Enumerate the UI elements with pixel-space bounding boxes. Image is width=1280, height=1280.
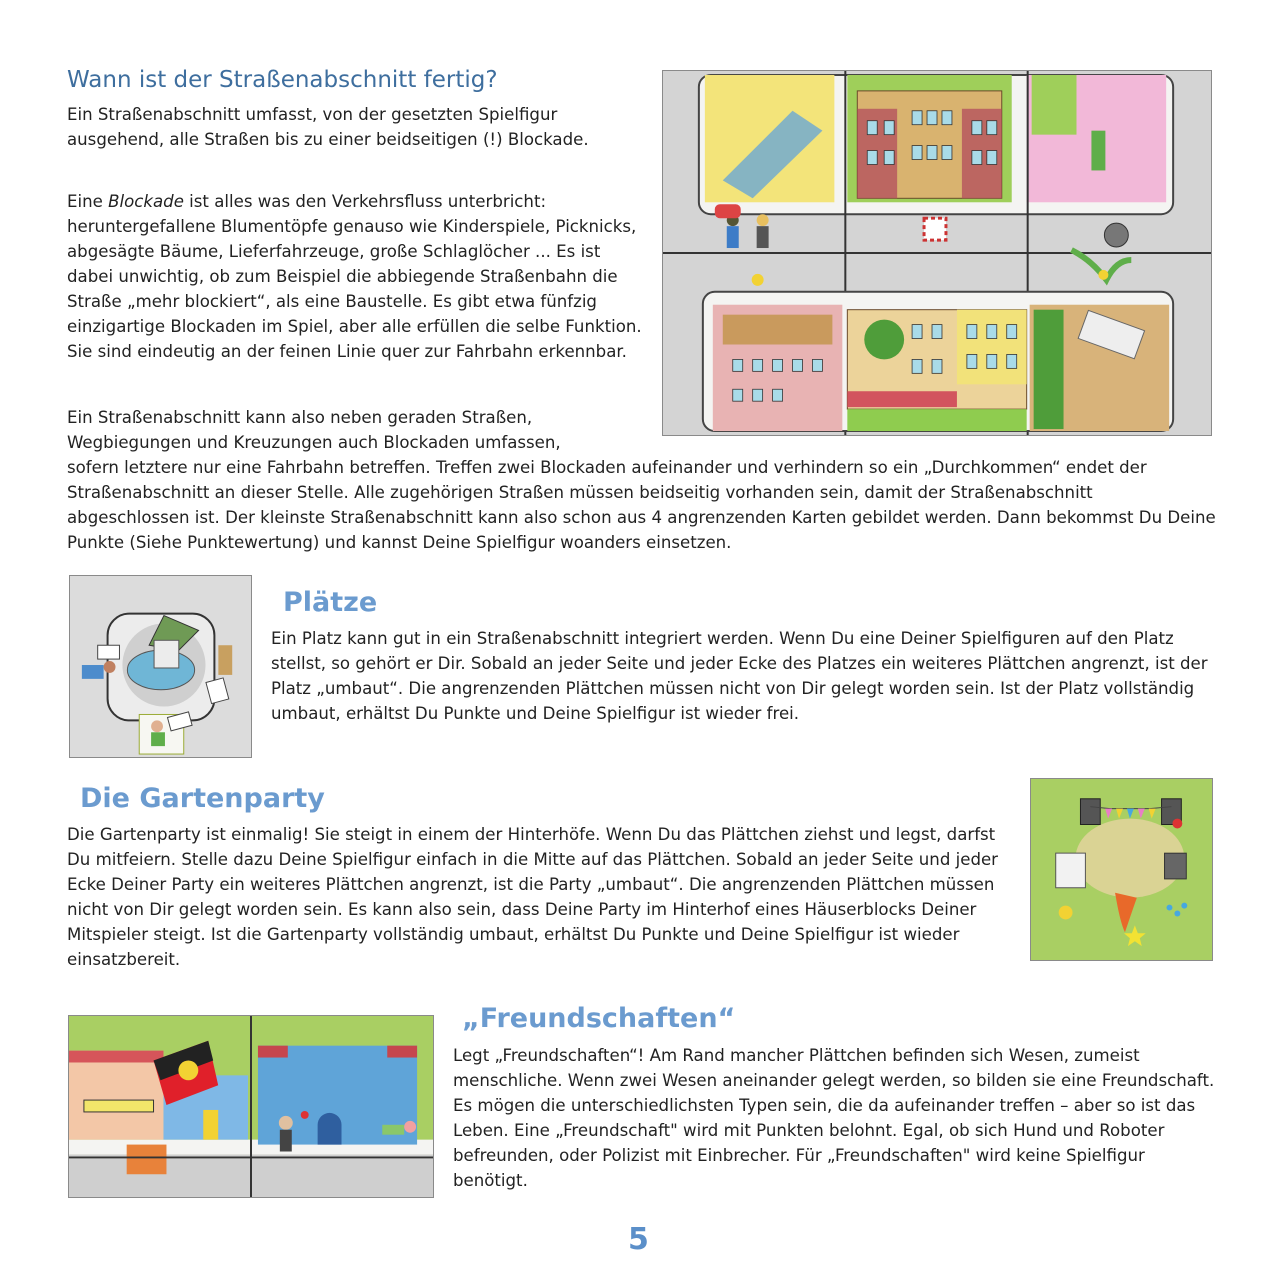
road-paragraph-3-narrow: Ein Straßenabschnitt kann also neben geraden Straßen, Wegbiegungen und Kreuzungen auch Blockaden umfassen, bbox=[67, 408, 561, 452]
garden-party-tile bbox=[1030, 778, 1213, 961]
squares-paragraph: Ein Platz kann gut in ein Straßenabschnitt integriert werden. Wenn Du eine Deiner Spielfiguren auf den Platz stellst, so gehört er Dir. Sobald an jeder Seite und jeder Ecke des Platzes ein weiteres Plättchen angrenzt, ist der Platz „umbaut“. Die angrenzenden Plättchen müssen nicht von Dir gelegt worden sein. Ist der Platz vollständig umbaut, erhältst Du Punkte und Deine Spielfigur ist wieder frei. bbox=[271, 629, 1208, 723]
section-title-friendships: „Freundschaften“ bbox=[462, 1003, 736, 1034]
street-tiles-drawing bbox=[663, 71, 1211, 435]
friendship-tiles-drawing bbox=[69, 1016, 433, 1197]
section-title-road: Wann ist der Straßenabschnitt fertig? bbox=[67, 67, 498, 93]
road-paragraph-1: Ein Straßenabschnitt umfasst, von der gesetzten Spielfigur ausgehend, alle Straßen bis zu einer beidseitigen (!) Blockade. bbox=[67, 105, 589, 149]
garden-party-drawing bbox=[1031, 779, 1212, 960]
road-p2-lead: Eine bbox=[67, 192, 109, 211]
fountain-square-tile bbox=[69, 575, 252, 758]
road-paragraph-3-wide: sofern letztere nur eine Fahrbahn betreffen. Treffen zwei Blockaden aufeinander und verhindern so ein „Durchkommen“ endet der Straßenabschnitt an dieser Stelle. Alle zugehörigen Straßen müssen beidseitig vorhanden sein, damit der Straßenabschnitt abgeschlossen ist. Der kleinste Straßenabschnitt kann also schon aus 4 angrenzenden Karten gebildet werden. Dann bekommst Du Deine Punkte (Siehe Punktewertung) und kannst Deine Spielfigur woanders einsetzen. bbox=[67, 458, 1216, 552]
friendships-paragraph: Legt „Freundschaften“! Am Rand mancher Plättchen befinden sich Wesen, zumeist menschliche. Wenn zwei Wesen aneinander gelegt werden, so bilden sie eine Freundschaft. Es mögen die unterschiedlichsten Typen sein, die da aufeinander treffen – aber so ist das Leben. Eine „Freundschaft" wird mit Punkten belohnt. Egal, ob sich Hund und Roboter befreunden, oder Polizist mit Einbrecher. Für „Freundschaften" wird keine Spielfigur benötigt. bbox=[453, 1046, 1215, 1190]
fountain-square-drawing bbox=[70, 576, 251, 757]
section-title-party: Die Gartenparty bbox=[80, 783, 325, 814]
section-title-squares: Plätze bbox=[283, 587, 378, 618]
friendship-tiles-illustration bbox=[68, 1015, 434, 1198]
page-number: 5 bbox=[628, 1222, 649, 1257]
road-paragraph-2 bbox=[67, 189, 647, 364]
party-paragraph: Die Gartenparty ist einmalig! Sie steigt in einem der Hinterhöfe. Wenn Du das Plättchen ziehst und legst, darfst Du mitfeiern. Stelle dazu Deine Spielfigur einfach in die Mitte auf das Plättchen. Sobald an jeder Seite und jeder Ecke Deiner Party ein weiteres Plättchen angrenzt, ist die Party „umbaut“. Die angrenzenden Plättchen müssen nicht von Dir gelegt worden sein. Es kann also sein, dass Deine Party im Hinterhof eines Häuserblocks Deiner Mitspieler steigt. Ist die Gartenparty vollständig umbaut, erhältst Du Punkte und Deine Spielfigur ist wieder einsatzbereit. bbox=[67, 825, 999, 969]
blockade-term: Blockade bbox=[108, 192, 184, 211]
road-p2-rest: ist alles was den Verkehrsfluss unterbricht: heruntergefallene Blumentöpfe genauso wie Kinderspiele, Picknicks, abgesägte Bäume, Lieferfahrzeuge, große Schlaglöcher ... Es ist dabei unwichtig, ob zum Beispiel die abbiegende Straßenbahn die Straße „mehr blockiert“, als eine Baustelle. Es gibt etwa fünfzig einzigartige Blockaden im Spiel, aber alle erfüllen die selbe Funktion. Sie sind eindeutig an der feinen Linie quer zur Fahrbahn erkennbar. bbox=[67, 192, 642, 361]
street-tiles-illustration bbox=[662, 70, 1212, 436]
